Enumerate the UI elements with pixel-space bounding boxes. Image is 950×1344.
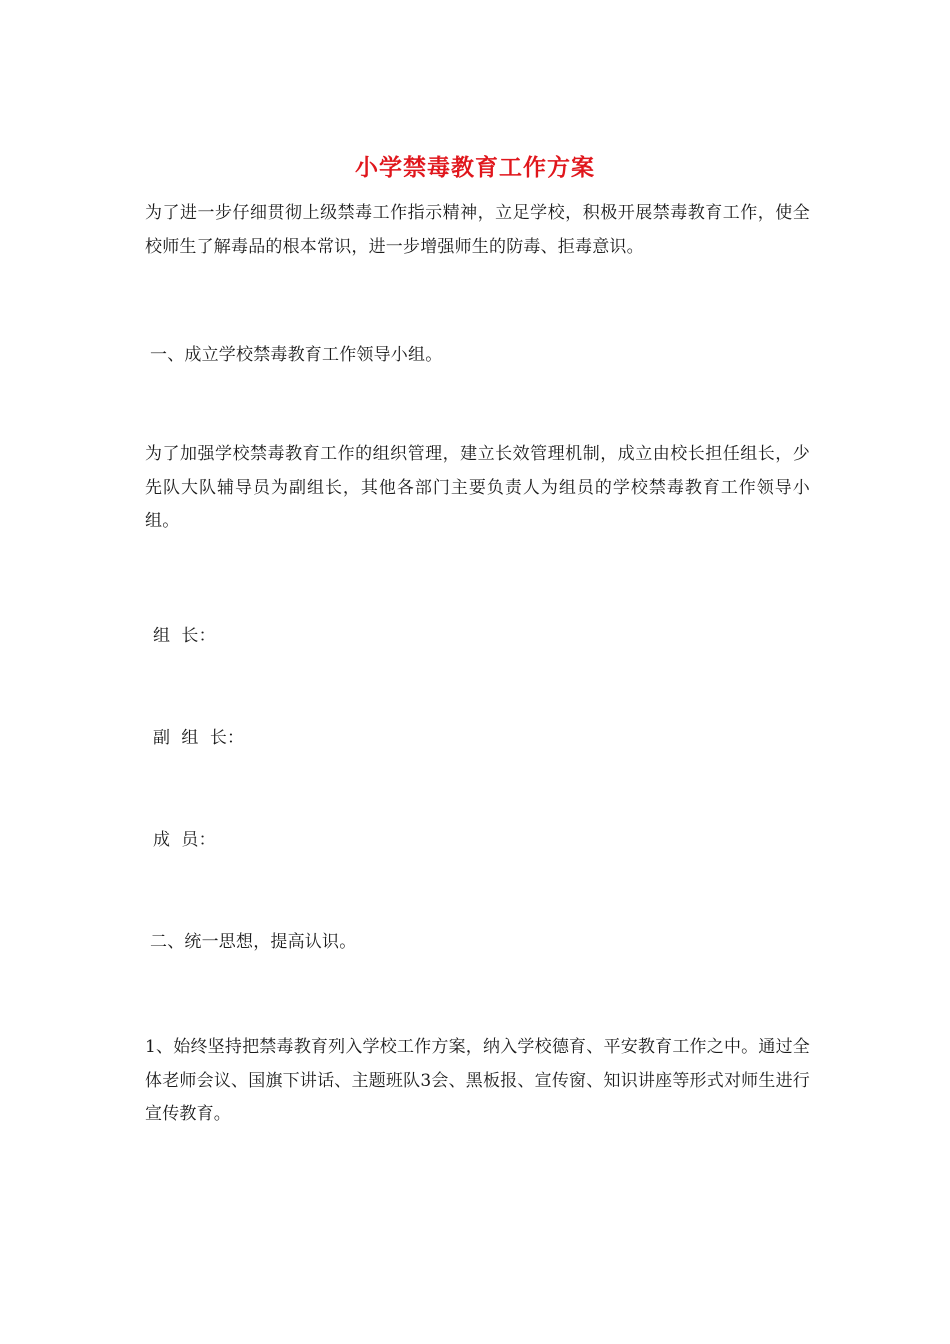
section-1-paragraph: 为了加强学校禁毒教育工作的组织管理，建立长效管理机制，成立由校长担任组长，少先队大队辅导员为副组长，其他各部门主要负责人为组员的学校禁毒教育工作领导小组。 [145, 444, 810, 531]
deputy-leader-field-label: 副 组 长： [153, 728, 245, 748]
document-title: 小学禁毒教育工作方案 [355, 154, 595, 181]
leader-field-label: 组 长： [153, 626, 216, 646]
member-field-label: 成 员： [153, 830, 216, 850]
intro-paragraph: 为了进一步仔细贯彻上级禁毒工作指示精神，立足学校，积极开展禁毒教育工作，使全校师生了解毒品的根本常识，进一步增强师生的防毒、拒毒意识。 [145, 203, 810, 257]
section-1-heading: 一、成立学校禁毒教育工作领导小组。 [150, 345, 443, 365]
section-2-heading: 二、统一思想，提高认识。 [150, 932, 357, 952]
section-2-item-1-paragraph: 1、始终坚持把禁毒教育列入学校工作方案，纳入学校德育、平安教育工作之中。通过全体老师会议、国旗下讲话、主题班队3会、黑板报、宣传窗、知识讲座等形式对师生进行宣传教育。 [145, 1037, 810, 1124]
